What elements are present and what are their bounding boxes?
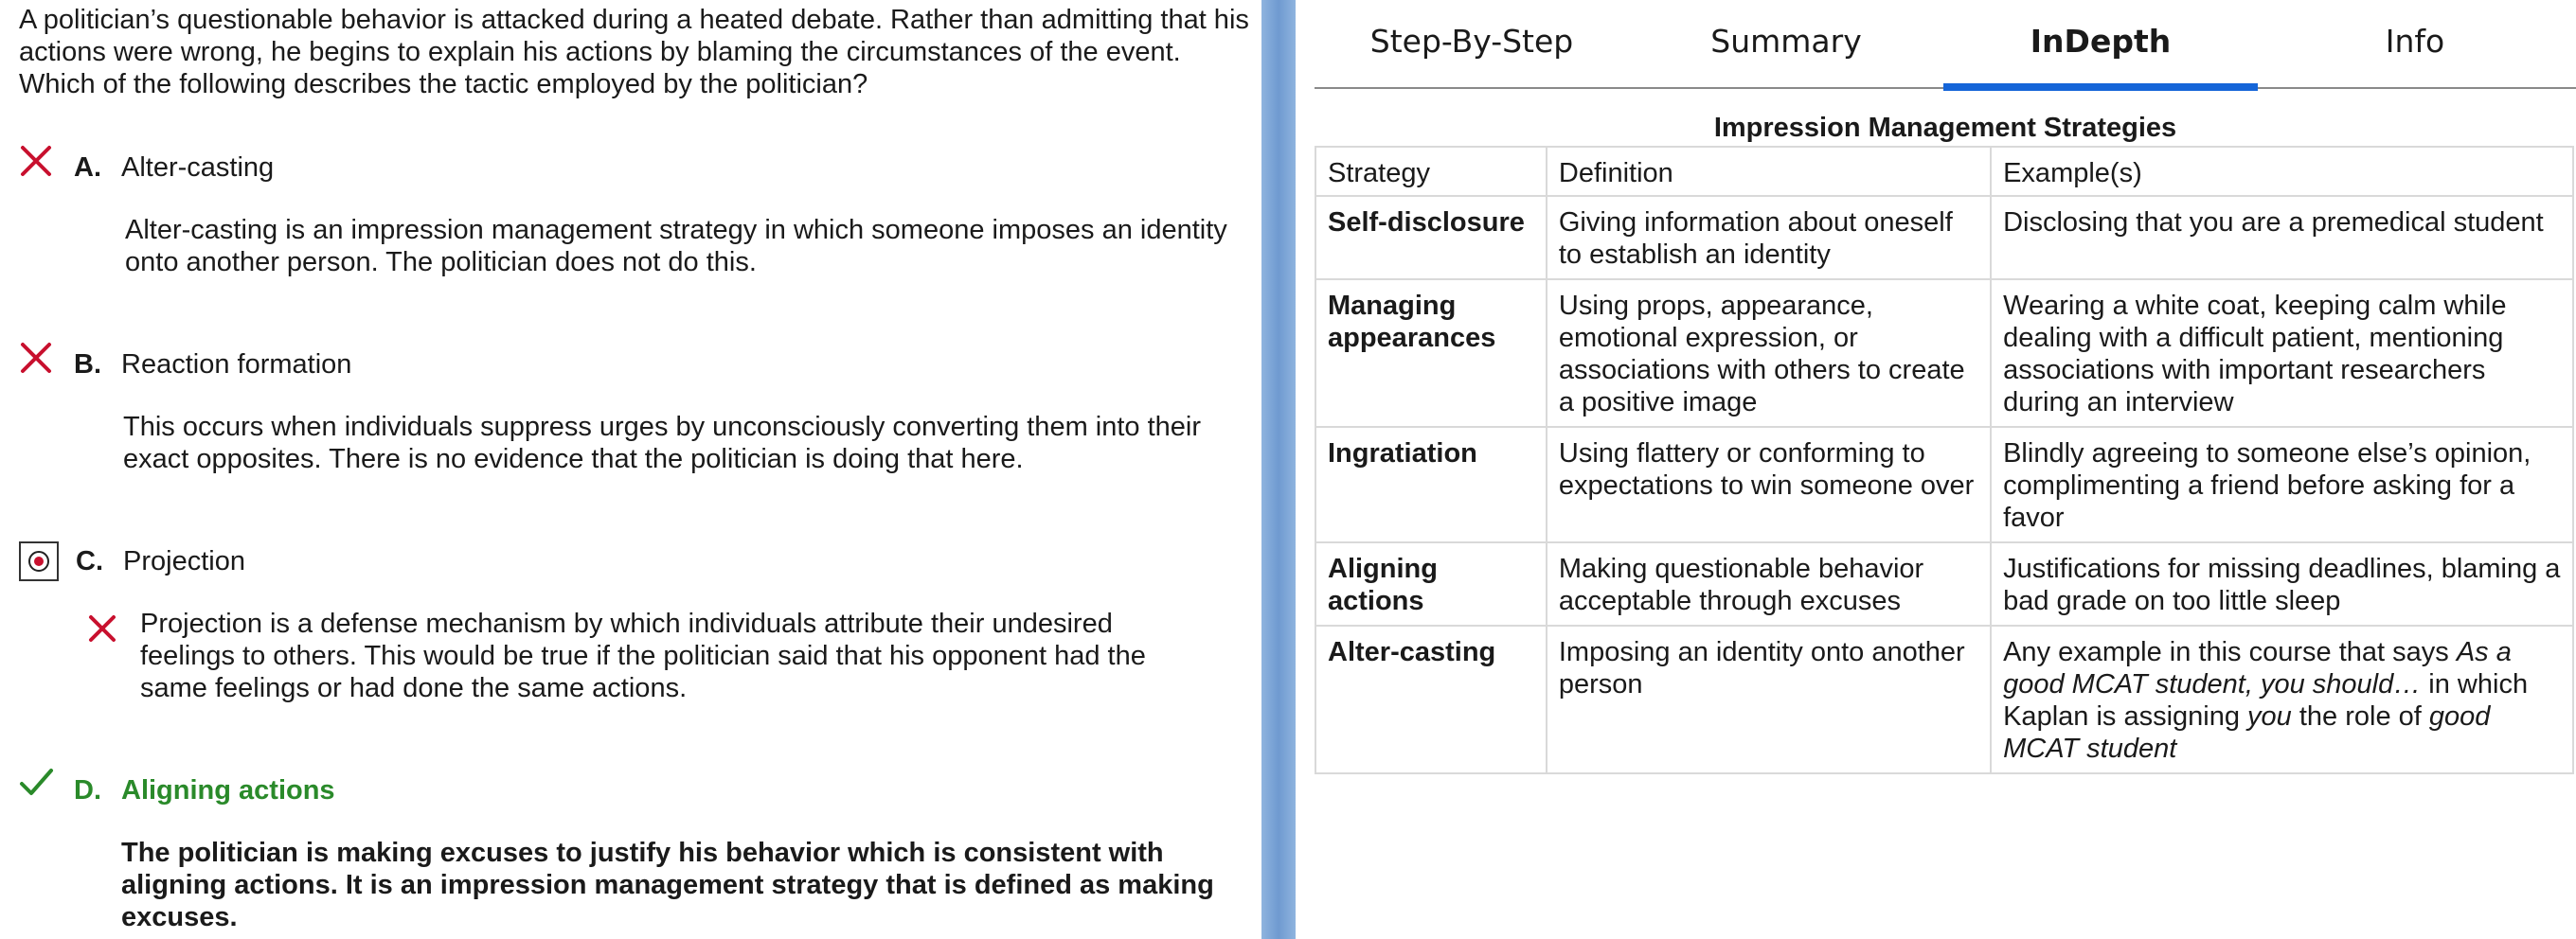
example-cell: Blindly agreeing to someone else’s opinion, complimenting a friend before asking for a favor [1991,427,2573,542]
option-c-letter: C. [76,546,103,576]
option-d-letter: D. [74,775,101,806]
option-b-label[interactable]: Reaction formation [121,349,352,380]
option-d-label[interactable]: Aligning actions [121,775,335,806]
question-pane [0,0,1261,939]
example-cell: Wearing a white coat, keeping calm while dealing with a difficult patient, mentioning associations with important researchers during an interview [1991,279,2573,427]
table-row [1315,427,2573,542]
option-d-explanation: The politician is making excuses to justify his behavior which is consistent with aligning actions. It is an impression management strategy that is defined as making excuses. [121,838,1214,932]
definition-cell: Imposing an identity onto another person [1547,626,1991,773]
pane-divider[interactable] [1261,0,1296,939]
strategy-cell: Ingratiation [1315,427,1547,542]
tab-step-by-step[interactable]: Step-By-Step [1369,23,1574,60]
x-icon [17,142,55,180]
table-row [1315,626,2573,773]
definition-cell: Giving information about oneself to establish an identity [1547,196,1991,279]
option-c-explanation: Projection is a defense mechanism by which individuals attribute their undesired feelings to others. This would be true if the politician said that his opponent had the same feelings or had done the same actions. [140,609,1146,703]
option-b-letter: B. [74,349,101,380]
active-tab-indicator [1943,83,2258,91]
strategy-cell: Managing appearances [1315,279,1547,427]
option-a-label[interactable]: Alter-casting [121,152,275,183]
strategy-cell: Self-disclosure [1315,196,1547,279]
tab-summary[interactable]: Summary [1710,23,1862,60]
table-title: Impression Management Strategies [1713,113,2177,143]
strategy-cell: Aligning actions [1315,542,1547,626]
header-strategy: Strategy [1315,147,1547,196]
definition-cell: Making questionable behavior acceptable through excuses [1547,542,1991,626]
check-icon [17,763,55,801]
x-icon [83,610,121,647]
table-row [1315,196,2573,279]
example-cell: Disclosing that you are a premedical student [1991,196,2573,279]
explanation-pane [1296,0,2576,939]
question-stem: A politician’s questionable behavior is attacked during a heated debate. Rather than admitting that his actions were wrong, he begins to explain his actions by blaming the circumstances of the event. Which of the following describes the tactic employed by the politician? [19,5,1249,99]
option-c-label[interactable]: Projection [123,546,245,576]
table-header-row [1315,147,2573,196]
radio-selected-icon[interactable] [19,541,59,581]
x-icon [17,339,55,377]
header-definition: Definition [1547,147,1991,196]
definition-cell: Using props, appearance, emotional expression, or associations with others to create a positive image [1547,279,1991,427]
strategy-cell: Alter-casting [1315,626,1547,773]
option-a-letter: A. [74,152,101,183]
tab-info[interactable]: Info [2385,23,2445,60]
table-row [1315,279,2573,427]
impression-management-table [1315,146,2574,774]
header-examples: Example(s) [1991,147,2573,196]
option-b-explanation: This occurs when individuals suppress urges by unconsciously converting them into their exact opposites. There is no evidence that the politician is doing that here. [123,412,1202,474]
definition-cell: Using flattery or conforming to expectations to win someone over [1547,427,1991,542]
example-cell: Any example in this course that says As a good MCAT student, you should… in which Kaplan is assigning you the role of good MCAT student [1991,626,2573,773]
option-a-explanation: Alter-casting is an impression management strategy in which someone imposes an identity onto another person. The politician does not do this. [125,215,1227,277]
table-row [1315,542,2573,626]
example-cell: Justifications for missing deadlines, blaming a bad grade on too little sleep [1991,542,2573,626]
tab-indepth[interactable]: InDepth [1943,0,2258,89]
tab-bar [1315,0,2576,89]
